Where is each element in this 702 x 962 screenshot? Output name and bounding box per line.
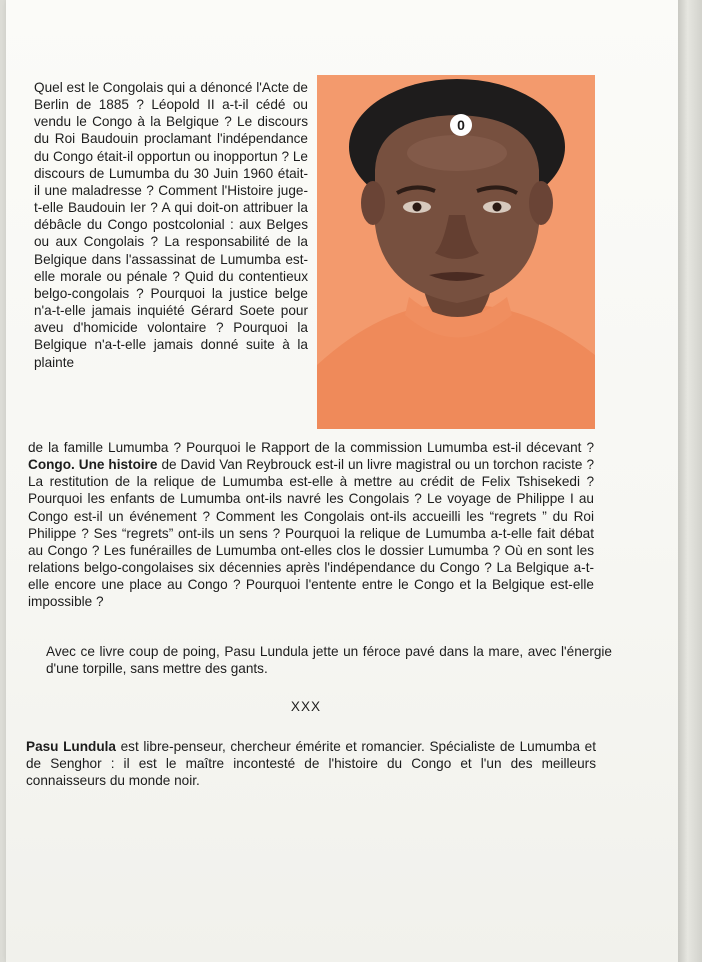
book-title-bold: Congo. Une histoire [28,457,158,473]
closing-paragraph: Avec ce livre coup de poing, Pasu Lundula jette un féroce pavé dans la mare, avec l'énergie d'une torpille, sans mettre des gants. [46,644,612,677]
page-edge [678,0,702,962]
book-back-cover [6,0,678,962]
continued-paragraph [28,439,594,611]
author-portrait-drawing [317,75,595,429]
portrait-left-pupil [413,203,422,212]
continued-text-start: de la famille Lumumba ? Pourquoi le Rapport de la commission Lumumba est-il décevant ? [28,440,594,455]
portrait-right-ear [529,181,553,225]
section-separator: XXX [290,699,322,714]
author-name: Pasu Lundula [26,739,116,754]
portrait-right-pupil [493,203,502,212]
portrait-left-ear [361,181,385,225]
intro-paragraph: Quel est le Congolais qui a dénoncé l'Acte de Berlin de 1885 ? Léopold II a-t-il cédé ou vendu le Congo à la Belgique ? Le discours du Roi Baudouin proclamant l'indépendance du Congo était-il opportun ou inopportun ? Le discours de Lumumba du 30 Juin 1960 était-il une maladresse ? Comment l'Histoire juge-t-elle Baudouin Ier ? A qui doit-on attribuer la débâcle du Congo postcolonial : aux Belges ou aux Congolais ? La responsabilité de la Belgique dans l'assassinat de Lumumba est-elle morale ou pénale ? Quid du contentieux belgo-congolais ? Pourquoi la justice belge n'a-t-elle jamais inquiété Gérard Soete pour aveu d'homicide volontaire ? Pourquoi la Belgique n'a-t-elle jamais donné suite à la plainte [34,80,308,370]
author-bio [26,738,596,789]
continued-text-end: de David Van Reybrouck est-il un livre magistral ou un torchon raciste ? La restitution de la relique de Lumumba est-elle à mettre au crédit de Felix Tshisekedi ? Pourquoi les enfants de Lumumba ont-ils navré les Congolais ? Le voyage de Philippe I au Congo est-il un événement ? Comment les Congolais ont-ils accueilli les “regrets ” du Roi Philippe ? Ses “regrets” ont-ils un sens ? Pourquoi la relique de Lumumba a-t-elle fait débat au Congo ? Les funérailles de Lumumba ont-elles clos le dossier Lumumba ? Où en sont les relations belgo-congolaises six décennies après l'indépendance du Congo ? La Belgique a-t-elle encore une place au Congo ? Pourquoi l'entente entre le Congo et la Belgique est-elle impossible ? [28,457,594,610]
portrait-forehead [407,135,507,171]
author-portrait [317,75,595,429]
author-bio-text: est libre-penseur, chercheur émérite et romancier. Spécialiste de Lumumba et de Senghor : il est le maître incontesté de l'histoire du Congo et l'un des meilleurs connaisseurs du monde noir. [26,739,596,789]
portrait-badge-label: 0 [457,117,465,133]
